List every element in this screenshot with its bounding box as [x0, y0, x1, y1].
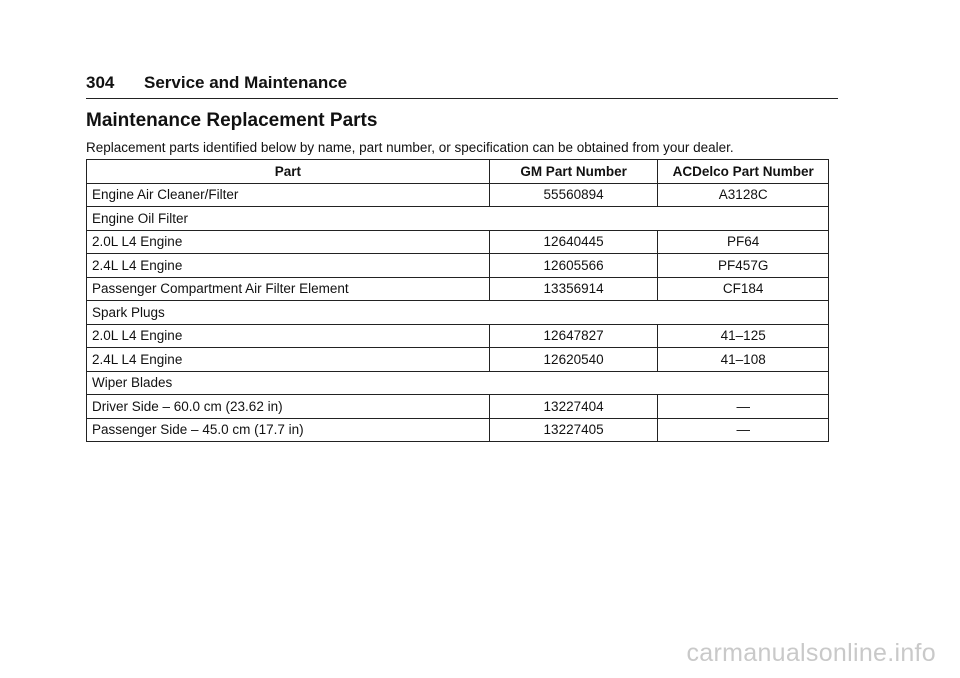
gm-part-number: 12605566	[489, 254, 658, 278]
table-row	[87, 277, 829, 301]
table-row	[87, 183, 829, 207]
part-name: 2.4L L4 Engine	[87, 254, 490, 278]
part-name: 2.0L L4 Engine	[87, 230, 490, 254]
table-row	[87, 230, 829, 254]
acdelco-part-number: A3128C	[658, 183, 829, 207]
intro-text: Replacement parts identified below by name, part number, or specification can be obtained from your dealer.	[86, 140, 734, 155]
column-header-part: Part	[87, 160, 490, 184]
parts-table	[86, 159, 829, 442]
table-row	[87, 348, 829, 372]
table-group-row	[87, 301, 829, 325]
acdelco-part-number: —	[658, 395, 829, 419]
table-group-row	[87, 371, 829, 395]
part-name: Passenger Compartment Air Filter Element	[87, 277, 490, 301]
part-name: Engine Air Cleaner/Filter	[87, 183, 490, 207]
acdelco-part-number: PF64	[658, 230, 829, 254]
table-row	[87, 254, 829, 278]
table-row	[87, 418, 829, 442]
gm-part-number: 13227404	[489, 395, 658, 419]
column-header-gm-part-number: GM Part Number	[489, 160, 658, 184]
gm-part-number: 13227405	[489, 418, 658, 442]
part-name: Passenger Side – 45.0 cm (17.7 in)	[87, 418, 490, 442]
table-row	[87, 324, 829, 348]
part-name: 2.0L L4 Engine	[87, 324, 490, 348]
part-group-name: Spark Plugs	[87, 301, 829, 325]
table-group-row	[87, 207, 829, 231]
page-header	[86, 72, 838, 99]
watermark: carmanualsonline.info	[686, 639, 936, 667]
section-title: Service and Maintenance	[144, 73, 348, 92]
gm-part-number: 12647827	[489, 324, 658, 348]
acdelco-part-number: CF184	[658, 277, 829, 301]
acdelco-part-number: —	[658, 418, 829, 442]
part-group-name: Engine Oil Filter	[87, 207, 829, 231]
page-title: Maintenance Replacement Parts	[86, 110, 378, 131]
gm-part-number: 12620540	[489, 348, 658, 372]
column-header-acdelco-part-number: ACDelco Part Number	[658, 160, 829, 184]
part-name: Driver Side – 60.0 cm (23.62 in)	[87, 395, 490, 419]
acdelco-part-number: PF457G	[658, 254, 829, 278]
gm-part-number: 12640445	[489, 230, 658, 254]
part-group-name: Wiper Blades	[87, 371, 829, 395]
part-name: 2.4L L4 Engine	[87, 348, 490, 372]
acdelco-part-number: 41–125	[658, 324, 829, 348]
table-row	[87, 395, 829, 419]
acdelco-part-number: 41–108	[658, 348, 829, 372]
page-number: 304	[86, 73, 115, 92]
table-header-row	[87, 160, 829, 184]
gm-part-number: 55560894	[489, 183, 658, 207]
gm-part-number: 13356914	[489, 277, 658, 301]
